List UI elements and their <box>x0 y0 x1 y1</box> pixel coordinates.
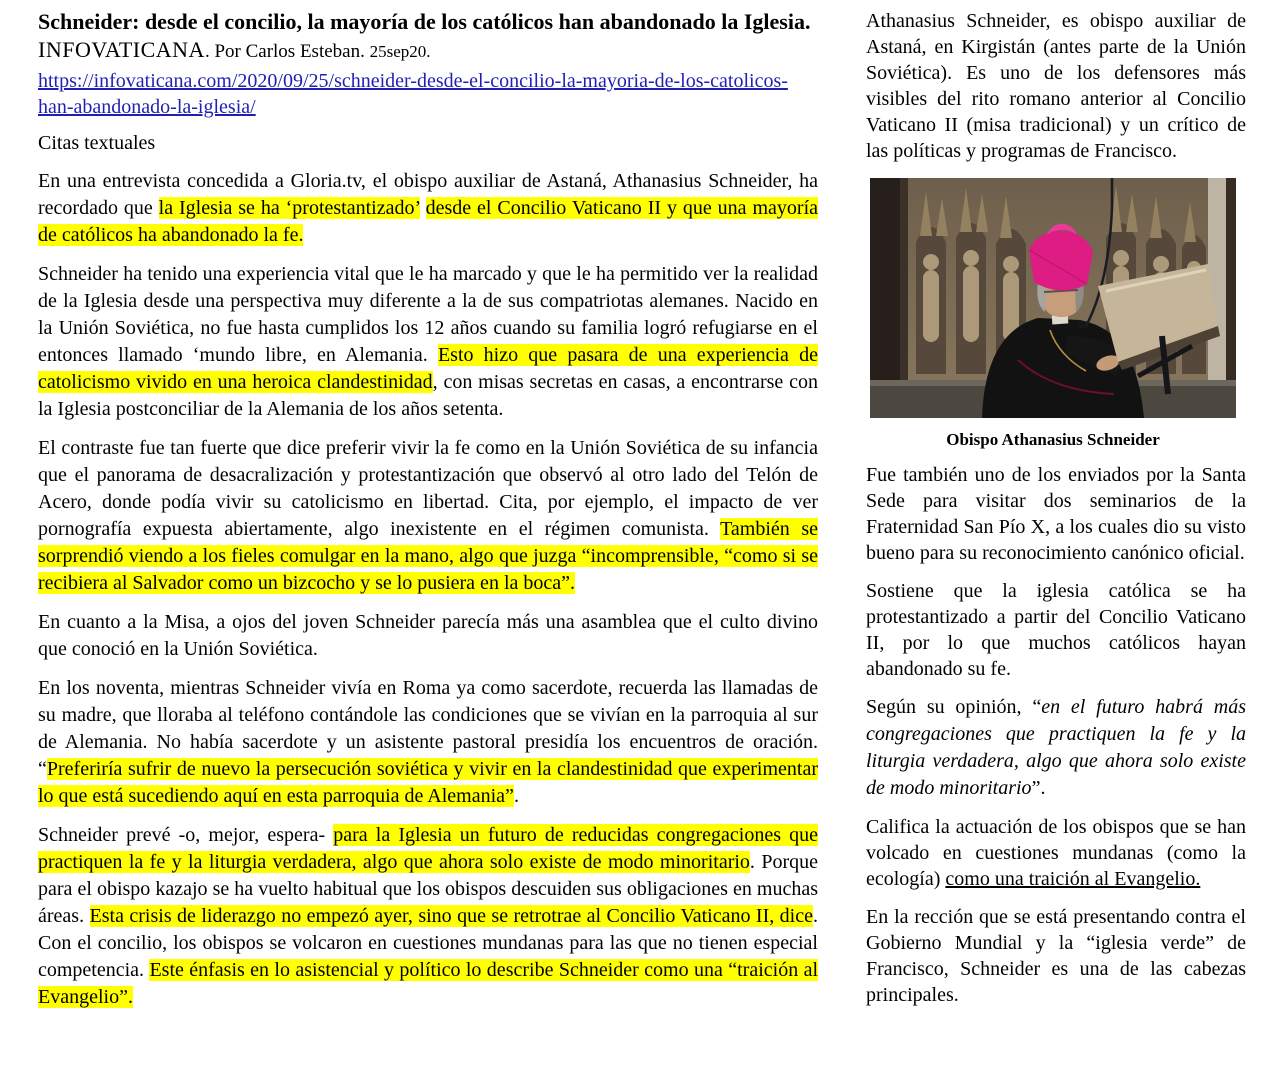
right-column <box>866 0 1246 1008</box>
left-column <box>38 0 818 1011</box>
article-paragraph: En una entrevista concedida a Gloria.tv, el obispo auxiliar de Astaná, Athanasius Schneider, ha recordado que la Iglesia se ha ‘protestantizado’ desde el Concilio Vaticano II y que una mayoría de católicos ha abandonado la fe. <box>38 170 819 246</box>
right-paragraph: En la rección que se está presentando contra el Gobierno Mundial y la “iglesia verde” de Francisco, Schneider es una de las cabezas principales. <box>866 906 1246 1006</box>
right-intro-paragraph: Athanasius Schneider, es obispo auxiliar de Astaná, en Kirgistán (antes parte de la Unión Soviética). Es uno de los defensores más visibles del rito romano anterior al Concilio Vaticano II (misa tradicional) y un crítico de las políticas y programas de Francisco. <box>866 10 1246 162</box>
right-paragraph: Sostiene que la iglesia católica se ha protestantizado a partir del Concilio Vaticano II, por lo que muchos católicos hayan abandonado su fe. <box>866 580 1246 680</box>
right-paragraph: Fue también uno de los enviados por la Santa Sede para visitar dos seminarios de la Fraternidad San Pío X, a los cuales dio su visto bueno para su reconocimiento canónico oficial. <box>866 464 1246 564</box>
article-paragraph: El contraste fue tan fuerte que dice preferir vivir la fe como en la Unión Soviética de su infancia que el panorama de desacralización y protestantización que observó al otro lado del Telón de Acero, donde podía vivir su catolicismo en libertad. Cita, por ejemplo, el impacto de ver pornografía expuesta abiertamente, algo inexistente en el régimen comunista. También se sorprendió viendo a los fieles comulgar en la mano, algo que juzga “incomprensible, “como si se recibiera al Salvador como un bizcocho y se lo pusiera en la boca”. <box>38 437 818 594</box>
section-label: Citas textuales <box>38 132 156 154</box>
headline: Schneider: desde el concilio, la mayoría de los católicos han abandonado la Iglesia. INFOVATICANA. Por Carlos Esteban. 25sep20. <box>38 9 811 62</box>
right-paragraph: Según su opinión, “en el futuro habrá más congregaciones que practiquen la fe y la liturgia verdadera, algo que ahora solo existe de modo minoritario”. <box>866 696 1246 799</box>
article-paragraph: En los noventa, mientras Schneider vivía en Roma ya como sacerdote, recuerda las llamadas de su madre, que lloraba al teléfono contándole las condiciones que se vivían en la parroquia al sur de Alemania. No había sacerdote y un asistente pastoral presidía los encuentros de oración. “Preferiría sufrir de nuevo la persecución soviética y vivir en la clandestinidad que experimentar lo que está sucediendo aquí en esta parroquia de Alemania”. <box>38 677 818 807</box>
photo-caption: Obispo Athanasius Schneider <box>946 430 1160 449</box>
article-paragraph: Schneider ha tenido una experiencia vital que le ha marcado y que le ha permitido ver la realidad de la Iglesia desde una perspectiva muy diferente a la de sus compatriotas alemanes. Nacido en la Unión Soviética, no fue hasta cumplidos los 12 años cuando su familia logró refugiarse en el entonces llamado ‘mundo libre, en Alemania. Esto hizo que pasara de una experiencia de catolicismo vivido en una heroica clandestinidad, con misas secretas en casas, a encontrarse con la Iglesia postconciliar de la Alemania de los años setenta. <box>38 263 819 420</box>
article-paragraph: En cuanto a la Misa, a ojos del joven Schneider parecía más una asamblea que el culto divino que conoció en la Unión Soviética. <box>38 611 818 660</box>
bishop-photo <box>870 178 1236 450</box>
article-paragraph: Schneider prevé -o, mejor, espera- para la Iglesia un futuro de reducidas congregaciones que practiquen la fe y la liturgia verdadera, algo que ahora solo existe de modo minoritario. Porque para el obispo kazajo se ha vuelto habitual que los obispos descuiden sus obligaciones en muchas áreas. Esta crisis de liderazgo no empezó ayer, sino que se retrotrae al Concilio Vaticano II, dice. Con el concilio, los obispos se volcaron en cuestiones mundanas para las que no tienen especial competencia. Este énfasis en lo asistencial y político lo describe Schneider como una “traición al Evangelio”. <box>38 824 818 1008</box>
article-link[interactable]: https://infovaticana.com/2020/09/25/schneider-desde-el-concilio-la-mayoria-de-los-catolicos-han-abandonado-la-iglesia/ <box>38 70 788 118</box>
bishop-photo-image <box>870 178 1236 418</box>
right-paragraph: Califica la actuación de los obispos que se han volcado en cuestiones mundanas (como la ecología) como una traición al Evangelio. <box>866 816 1246 890</box>
